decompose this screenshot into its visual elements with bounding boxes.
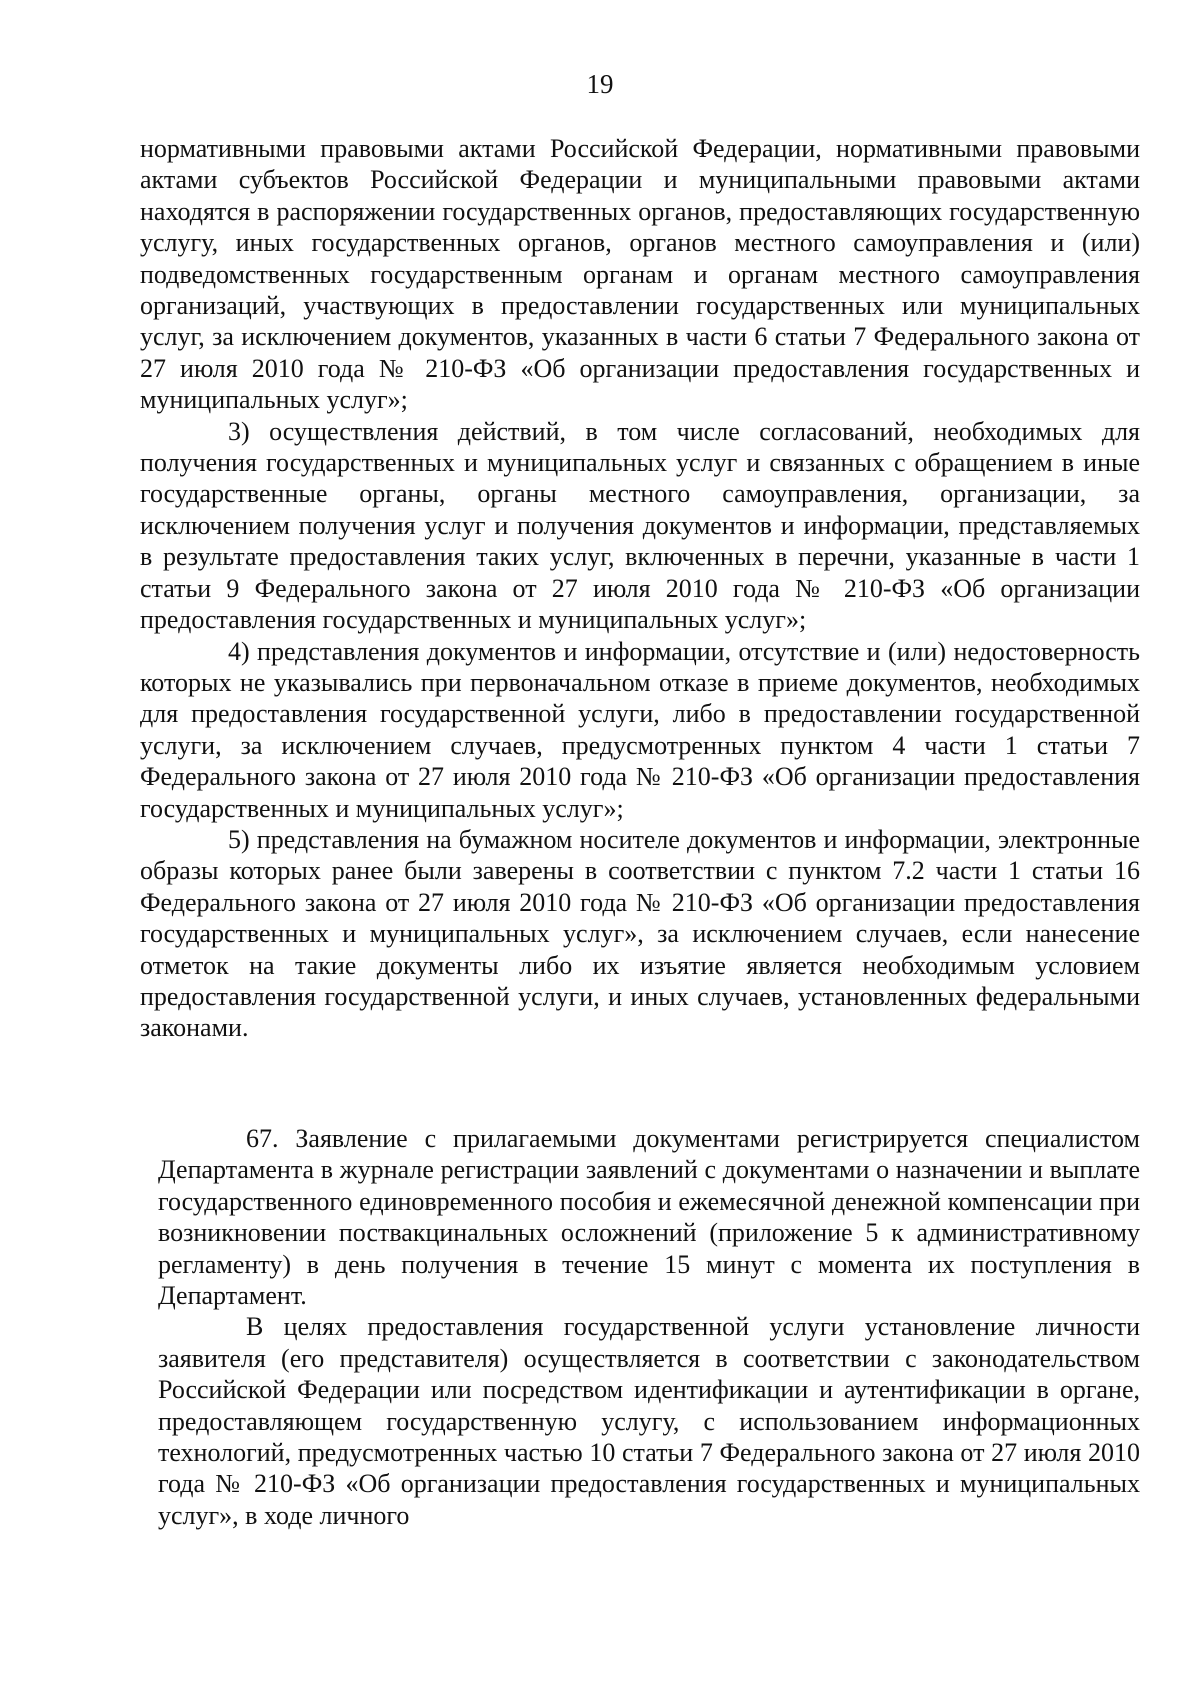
page-number: 19 (586, 69, 614, 99)
paragraph-item-5: 5) представления на бумажном носителе документов и информации, электронные образы которых ранее были заверены в соответствии с пунктом 7.2 части 1 статьи 16 Федерального закона от 27 июля 2010 года № 210-ФЗ «Об организации предоставления государственных и муниципальных услуг», за исключением случаев, если нанесение отметок на такие документы либо их изъятие является необходимым условием предоставления государственной услуги, и иных случаев, установленных федеральными законами. (140, 824, 1140, 1043)
paragraph-item-3: 3) осуществления действий, в том числе согласований, необходимых для получения государственных и муниципальных услуг и связанных с обращением в иные государственные органы, органы местного самоуправления, организации, за исключением получения услуг и получения документов и информации, представляемых в результате предоставления таких услуг, включенных в перечни, указанные в части 1 статьи 9 Федерального закона от 27 июля 2010 года № 210-ФЗ «Об организации предоставления государственных и муниципальных услуг»; (140, 416, 1140, 635)
paragraph-identity-verification: В целях предоставления государственной услуги установление личности заявителя (его представителя) осуществляется в соответствии с законодательством Российской Федерации или посредством идентификации и аутентификации в органе, предоставляющем государственную услугу, с использованием информационных технологий, предусмотренных частью 10 статьи 7 Федерального закона от 27 июля 2010 года № 210-ФЗ «Об организации предоставления государственных и муниципальных услуг», в ходе личного (158, 1312, 1140, 1530)
main-text-block (140, 133, 1140, 1044)
paragraph-item-4: 4) представления документов и информации, отсутствие и (или) недостоверность которых не указывались при первоначальном отказе в приеме документов, необходимых для предоставления государственной услуги, либо в предоставлении государственной услуги, за исключением случаев, предусмотренных пунктом 4 части 1 статьи 7 Федерального закона от 27 июля 2010 года № 210-ФЗ «Об организации предоставления государственных и муниципальных услуг»; (140, 636, 1140, 823)
paragraph-continuation: нормативными правовыми актами Российской Федерации, нормативными правовыми актами субъектов Российской Федерации и муниципальными правовыми актами находятся в распоряжении государственных органов, предоставляющих государственную услугу, иных государственных органов, органов местного самоуправления и (или) подведомственных государственным органам и органам местного самоуправления организаций, участвующих в предоставлении государственных или муниципальных услуг, за исключением документов, указанных в части 6 статьи 7 Федерального закона от 27 июля 2010 года № 210-ФЗ «Об организации предоставления государственных и муниципальных услуг»; (140, 134, 1140, 415)
paragraph-clause-67: 67. Заявление с прилагаемыми документами регистрируется специалистом Департамента в журнале регистрации заявлений с документами о назначении и выплате государственного единовременного пособия и ежемесячной денежной компенсации при возникновении поствакцинальных осложнений (приложение 5 к административному регламенту) в день получения в течение 15 минут с момента их поступления в Департамент. (158, 1124, 1140, 1311)
secondary-text-block (158, 1123, 1140, 1531)
